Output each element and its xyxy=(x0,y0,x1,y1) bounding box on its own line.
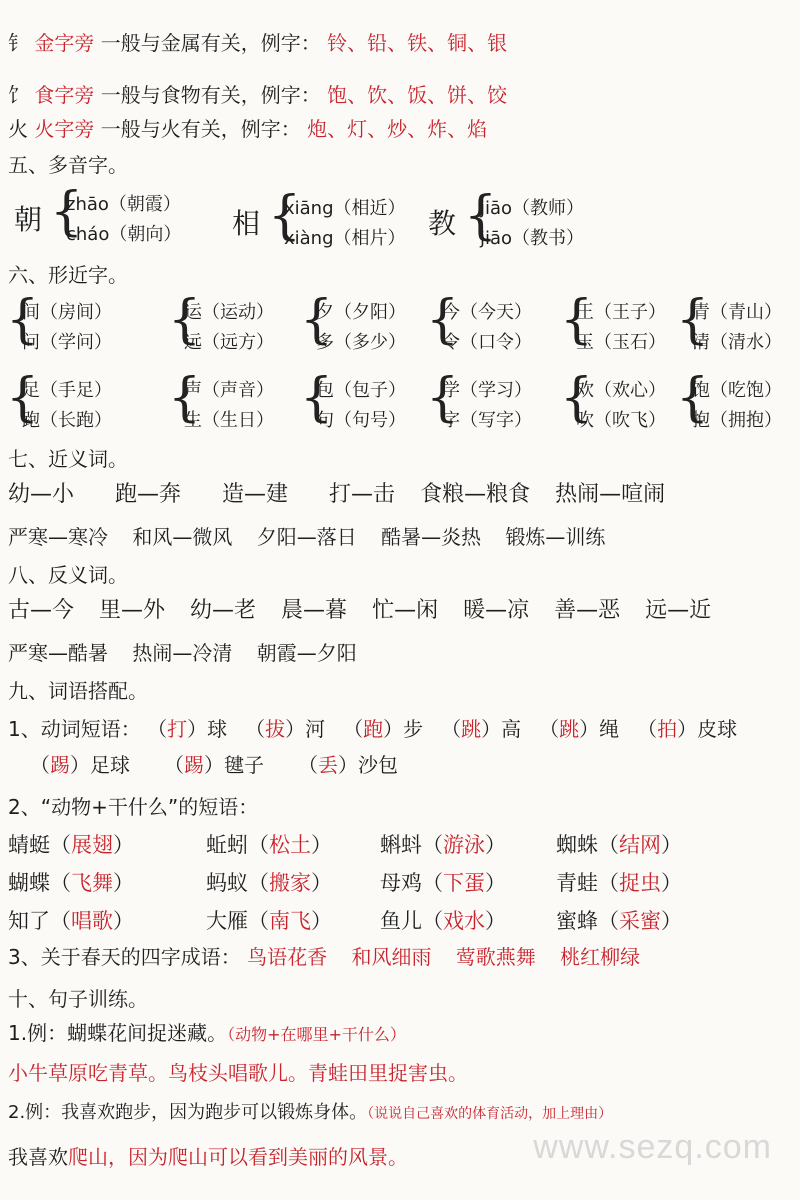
word-pair: 造—建 xyxy=(222,482,289,507)
verb-phrase: （打）球 xyxy=(147,717,228,741)
word-pair: 锻炼—训练 xyxy=(505,525,606,549)
brace-icon: { xyxy=(268,186,302,246)
site-watermark: www.sezq.com xyxy=(533,1128,772,1166)
word-pair: 古—今 xyxy=(8,598,75,623)
animal-phrase: 蚂蚁（搬家） xyxy=(206,871,332,895)
radical-examples: 饱、 饮、饭、饼、饺 xyxy=(327,83,508,107)
pair-item: 抱（拥抱） xyxy=(692,410,782,431)
verb-phrase: （踢）足球 xyxy=(30,753,130,777)
pair-item: 声（声音） xyxy=(184,380,274,401)
animal-phrase: 母鸡（下蛋） xyxy=(380,871,506,895)
pair-item: 欢（欢心） xyxy=(576,380,666,401)
pair-item: 包（包子） xyxy=(316,380,406,401)
pair-item: 夕（夕阳） xyxy=(316,302,406,323)
verb-phrase: （丢）沙包 xyxy=(298,753,398,777)
verb-phrase: （拔）河 xyxy=(245,717,326,741)
animal-phrase: 蚯蚓（松土） xyxy=(206,833,332,857)
radical-name: 食字旁 xyxy=(34,83,95,107)
radical-examples: 炮、灯、炒、炸、 焰 xyxy=(307,117,488,141)
section-title-collocation: 九、词语搭配。 xyxy=(8,679,148,703)
antonyms-row xyxy=(8,596,792,626)
pair-item: 字（写字） xyxy=(442,410,532,431)
pair-item: 运（运动） xyxy=(184,302,274,323)
subsection-animal-phrases: 2、“动物+干什么”的短语： xyxy=(8,795,259,819)
sentence-example-1: 1.例：蝴蝶花间捉迷藏。（动物+在哪里+干什么） xyxy=(8,1021,406,1045)
verb-phrase: （拍）皮球 xyxy=(637,717,738,741)
spring-idioms-row: 3、关于春天的四字成语： 鸟语花香 和风细雨 莺歌燕舞 桃红柳绿 xyxy=(8,945,641,969)
pair-item: 玉（玉石） xyxy=(576,332,666,353)
pair-item: 令（口令） xyxy=(442,332,532,353)
sentence-example-2: 2.例：我喜欢跑步，因为跑步可以锻炼身体。（说说自己喜欢的体育活动，加上理由） xyxy=(8,1102,613,1123)
section-title-similar-chars: 六、形近字。 xyxy=(8,263,128,287)
pair-item: 饱（吃饱） xyxy=(692,380,782,401)
section-title-polyphone: 五、多音字。 xyxy=(8,153,128,177)
word-pair: 和风—微风 xyxy=(132,525,233,549)
animal-phrase: 蜻蜓（展翅） xyxy=(8,833,134,857)
word-pair: 夕阳—落日 xyxy=(256,525,357,549)
section-title-sentences: 十、句子训练。 xyxy=(8,987,148,1011)
char-pair xyxy=(676,368,800,436)
polyphone-group: 朝 { zhāo（朝霞） cháo（朝向） xyxy=(14,182,182,245)
word-pair: 酷暑—炎热 xyxy=(381,525,482,549)
verb-phrases-row xyxy=(30,750,792,780)
char-pair xyxy=(300,290,430,358)
brace-icon: { xyxy=(6,290,40,350)
verb-phrase: （跳）高 xyxy=(441,717,522,741)
char-pair xyxy=(426,368,556,436)
verb-phrase: （跑）步 xyxy=(343,717,424,741)
brace-icon: { xyxy=(676,368,710,428)
sentence-answer-2: 我喜欢 爬山，因为爬山可以看到美丽的风景。 xyxy=(8,1145,408,1169)
word-pair: 食粮—粮食 xyxy=(420,482,531,507)
animal-phrase: 知了（唱歌） xyxy=(8,909,134,933)
radical-name: 火字旁 xyxy=(34,117,95,141)
char-pair xyxy=(676,290,800,358)
brace-icon: { xyxy=(6,368,40,428)
char-pair xyxy=(560,290,690,358)
char-pair xyxy=(560,368,690,436)
animal-phrase: 鱼儿（ 戏水） xyxy=(380,909,506,933)
word-pair: 幼—老 xyxy=(190,598,257,623)
radical-name: 金字旁 xyxy=(34,31,95,55)
animal-phrase: 大雁（南飞） xyxy=(206,909,332,933)
word-pair: 热闹—喧闹 xyxy=(555,482,666,507)
brace-icon: { xyxy=(168,368,202,428)
antonyms-row xyxy=(8,638,792,668)
word-pair: 暖—凉 xyxy=(463,598,530,623)
brace-icon: { xyxy=(426,368,460,428)
brace-icon: { xyxy=(50,182,84,242)
brace-icon: { xyxy=(168,290,202,350)
word-pair: 热闹—冷清 xyxy=(132,641,233,665)
animal-phrase: 青蛙（捉虫） xyxy=(556,871,682,895)
word-pair: 晨—暮 xyxy=(281,598,348,623)
char-pair xyxy=(6,368,136,436)
word-pair: 幼—小 xyxy=(8,482,75,507)
word-pair: 严寒—寒冷 xyxy=(8,525,108,549)
word-pair: 忙—闲 xyxy=(372,598,439,623)
pair-item: 王（王子） xyxy=(576,302,666,323)
pair-item: 清（清水） xyxy=(692,332,782,353)
brace-icon: { xyxy=(560,368,594,428)
verb-phrases-row: 1、动词短语： （打）球 （拔）河 （跑）步 （跳）高 （跳）绳 （拍）皮球 xyxy=(8,717,738,741)
brace-icon: { xyxy=(426,290,460,350)
radical-line-fire: 火 火字旁 一般与火有关，例字： 炮、灯、炒、炸、 焰 xyxy=(8,117,488,141)
brace-icon: { xyxy=(560,290,594,350)
verb-phrase: （踢）毽子 xyxy=(164,753,264,777)
pair-item: 多（多少） xyxy=(316,332,406,353)
brace-icon: { xyxy=(300,368,334,428)
word-pair: 打—击 xyxy=(329,482,396,507)
pair-item: 生（生日） xyxy=(184,410,274,431)
pair-item: 足（手足） xyxy=(22,380,112,401)
word-pair: 里—外 xyxy=(99,598,166,623)
word-pair: 跑—奔 xyxy=(115,482,182,507)
char-pair xyxy=(168,290,298,358)
word-pair: 严寒—酷暑 xyxy=(8,641,108,665)
sentence-answer-1: 小牛草原吃青草。鸟枝头唱歌儿。青蛙田里捉害虫。 xyxy=(8,1061,468,1085)
brace-icon: { xyxy=(676,290,710,350)
pair-item: 远（远方） xyxy=(184,332,274,353)
section-title-antonyms: 八、反义词。 xyxy=(8,563,128,587)
char-pair xyxy=(6,290,136,358)
radical-line-food: 饣 食字旁 一般与食物有关，例字： 饱、 饮、饭、饼、饺 xyxy=(8,83,508,107)
animal-phrase: 蜜蜂（采蜜） xyxy=(556,909,682,933)
pair-item: 问（学问） xyxy=(22,332,112,353)
pair-item: 句（句号） xyxy=(316,410,406,431)
synonyms-row xyxy=(8,522,792,552)
animal-phrase: 蜘蛛（ 结网） xyxy=(556,833,682,857)
animal-phrase: 蝴蝶（飞舞） xyxy=(8,871,134,895)
synonyms-row xyxy=(8,480,792,510)
animal-phrase: 蝌蚪（游泳） xyxy=(380,833,506,857)
pair-item: 青（青山） xyxy=(692,302,782,323)
word-pair: 朝霞—夕阳 xyxy=(256,641,357,665)
radical-line-metal: 钅 金字旁 一般与金属有关，例字： 铃、 铅、 铁、 铜、 银 xyxy=(8,31,508,55)
radical-examples: 铃、 铅、 铁、 铜、 银 xyxy=(327,31,508,55)
brace-icon: { xyxy=(464,186,498,246)
section-title-synonyms: 七、近义词。 xyxy=(8,447,128,471)
word-pair: 善—恶 xyxy=(554,598,621,623)
pair-item: 今（今天） xyxy=(442,302,532,323)
char-pair xyxy=(168,368,298,436)
pair-item: 吹（吹飞） xyxy=(576,410,666,431)
brace-icon: { xyxy=(300,290,334,350)
char-pair xyxy=(426,290,556,358)
pair-item: 间（房间） xyxy=(22,302,112,323)
verb-phrase: （跳）绳 xyxy=(539,717,620,741)
char-pair xyxy=(300,368,430,436)
polyphone-group: 教 { jiāo（教师） jiāo（教书） xyxy=(428,186,585,249)
pair-item: 跑（长跑） xyxy=(22,410,112,431)
pair-item: 学（学习） xyxy=(442,380,532,401)
word-pair: 远—近 xyxy=(645,598,712,623)
polyphone-group: 相 { xiāng（相近） xiàng（相片） xyxy=(232,186,406,249)
